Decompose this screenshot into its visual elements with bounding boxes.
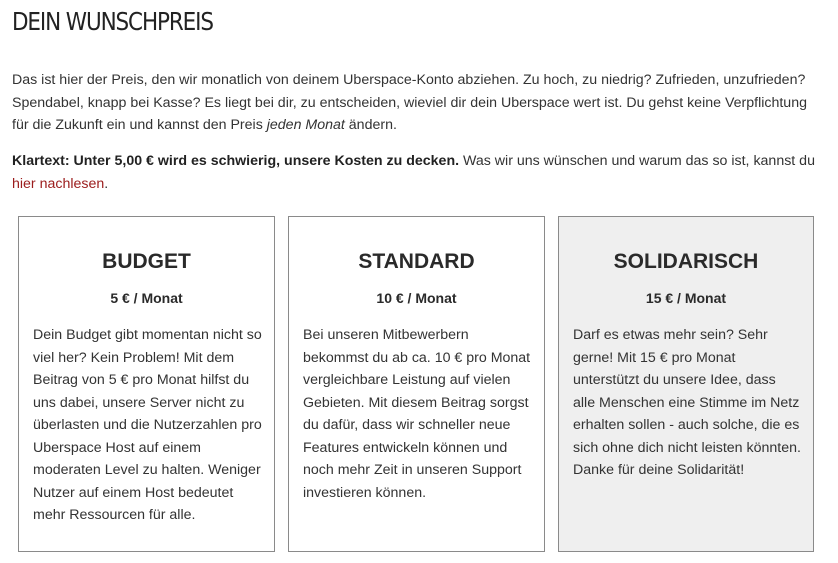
klartext-end: .	[104, 175, 109, 192]
intro-text: Das ist hier der Preis, den wir monatlich von deinem Uberspace-Konto abziehen. Zu hoch, zu niedrig? Zufrieden, unzufrieden? Spendabel, knapp bei Kasse? Es liegt bei dir, zu entscheiden, wieviel dir dein Uberspace wert ist. Du gehst keine Verpflichtung für die Zukunft ein und kannst den Preis	[12, 72, 807, 133]
plan-card-solidarisch[interactable]	[558, 216, 814, 552]
intro-emphasis: jeden Monat	[266, 117, 345, 133]
plan-description: Bei unseren Mitbewerbern bekommst du ab ca. 10 € pro Monat vergleichbare Leistung auf vielen Gebieten. Mit diesem Beitrag sorgst du dafür, dass wir schneller neue Features entwickeln können und noch mehr Zeit in unseren Support investieren können.	[303, 327, 531, 501]
plan-name: BUDGET	[102, 250, 191, 273]
klartext-paragraph	[12, 150, 820, 195]
plan-card-standard[interactable]	[288, 216, 545, 552]
plan-name: STANDARD	[358, 250, 475, 273]
klartext-text: Was wir uns wünschen und warum das so ist, kannst du	[459, 153, 815, 169]
plan-description: Darf es etwas mehr sein? Sehr gerne! Mit 15 € pro Monat unterstützt du unsere Idee, dass alle Menschen eine Stimme im Netz erhalten sollen - auch solche, die es sich ohne dich nicht leisten könnten. Danke für deine Solidarität!	[573, 327, 801, 478]
read-more-link[interactable]: hier nachlesen	[12, 175, 105, 192]
plan-description: Dein Budget gibt momentan nicht so viel her? Kein Problem! Mit dem Beitrag von 5 € pro Monat hilfst du uns dabei, unsere Server nicht zu überlasten und die Nutzerzahlen pro Uberspace Host auf einem moderaten Level zu halten. Weniger Nutzer auf einem Host bedeutet mehr Ressourcen für alle.	[33, 327, 262, 523]
plan-price: 5 € / Monat	[110, 290, 183, 306]
page-title: DEIN WUNSCHPREIS	[12, 7, 213, 36]
plan-name: SOLIDARISCH	[613, 250, 759, 273]
klartext-bold: Klartext: Unter 5,00 € wird es schwierig, unsere Kosten zu decken.	[12, 153, 460, 169]
intro-text-end: ändern.	[344, 117, 397, 133]
plan-price: 15 € / Monat	[645, 290, 727, 306]
plan-card-budget[interactable]	[18, 216, 275, 552]
plan-price: 10 € / Monat	[376, 290, 457, 306]
intro-paragraph	[12, 69, 820, 137]
